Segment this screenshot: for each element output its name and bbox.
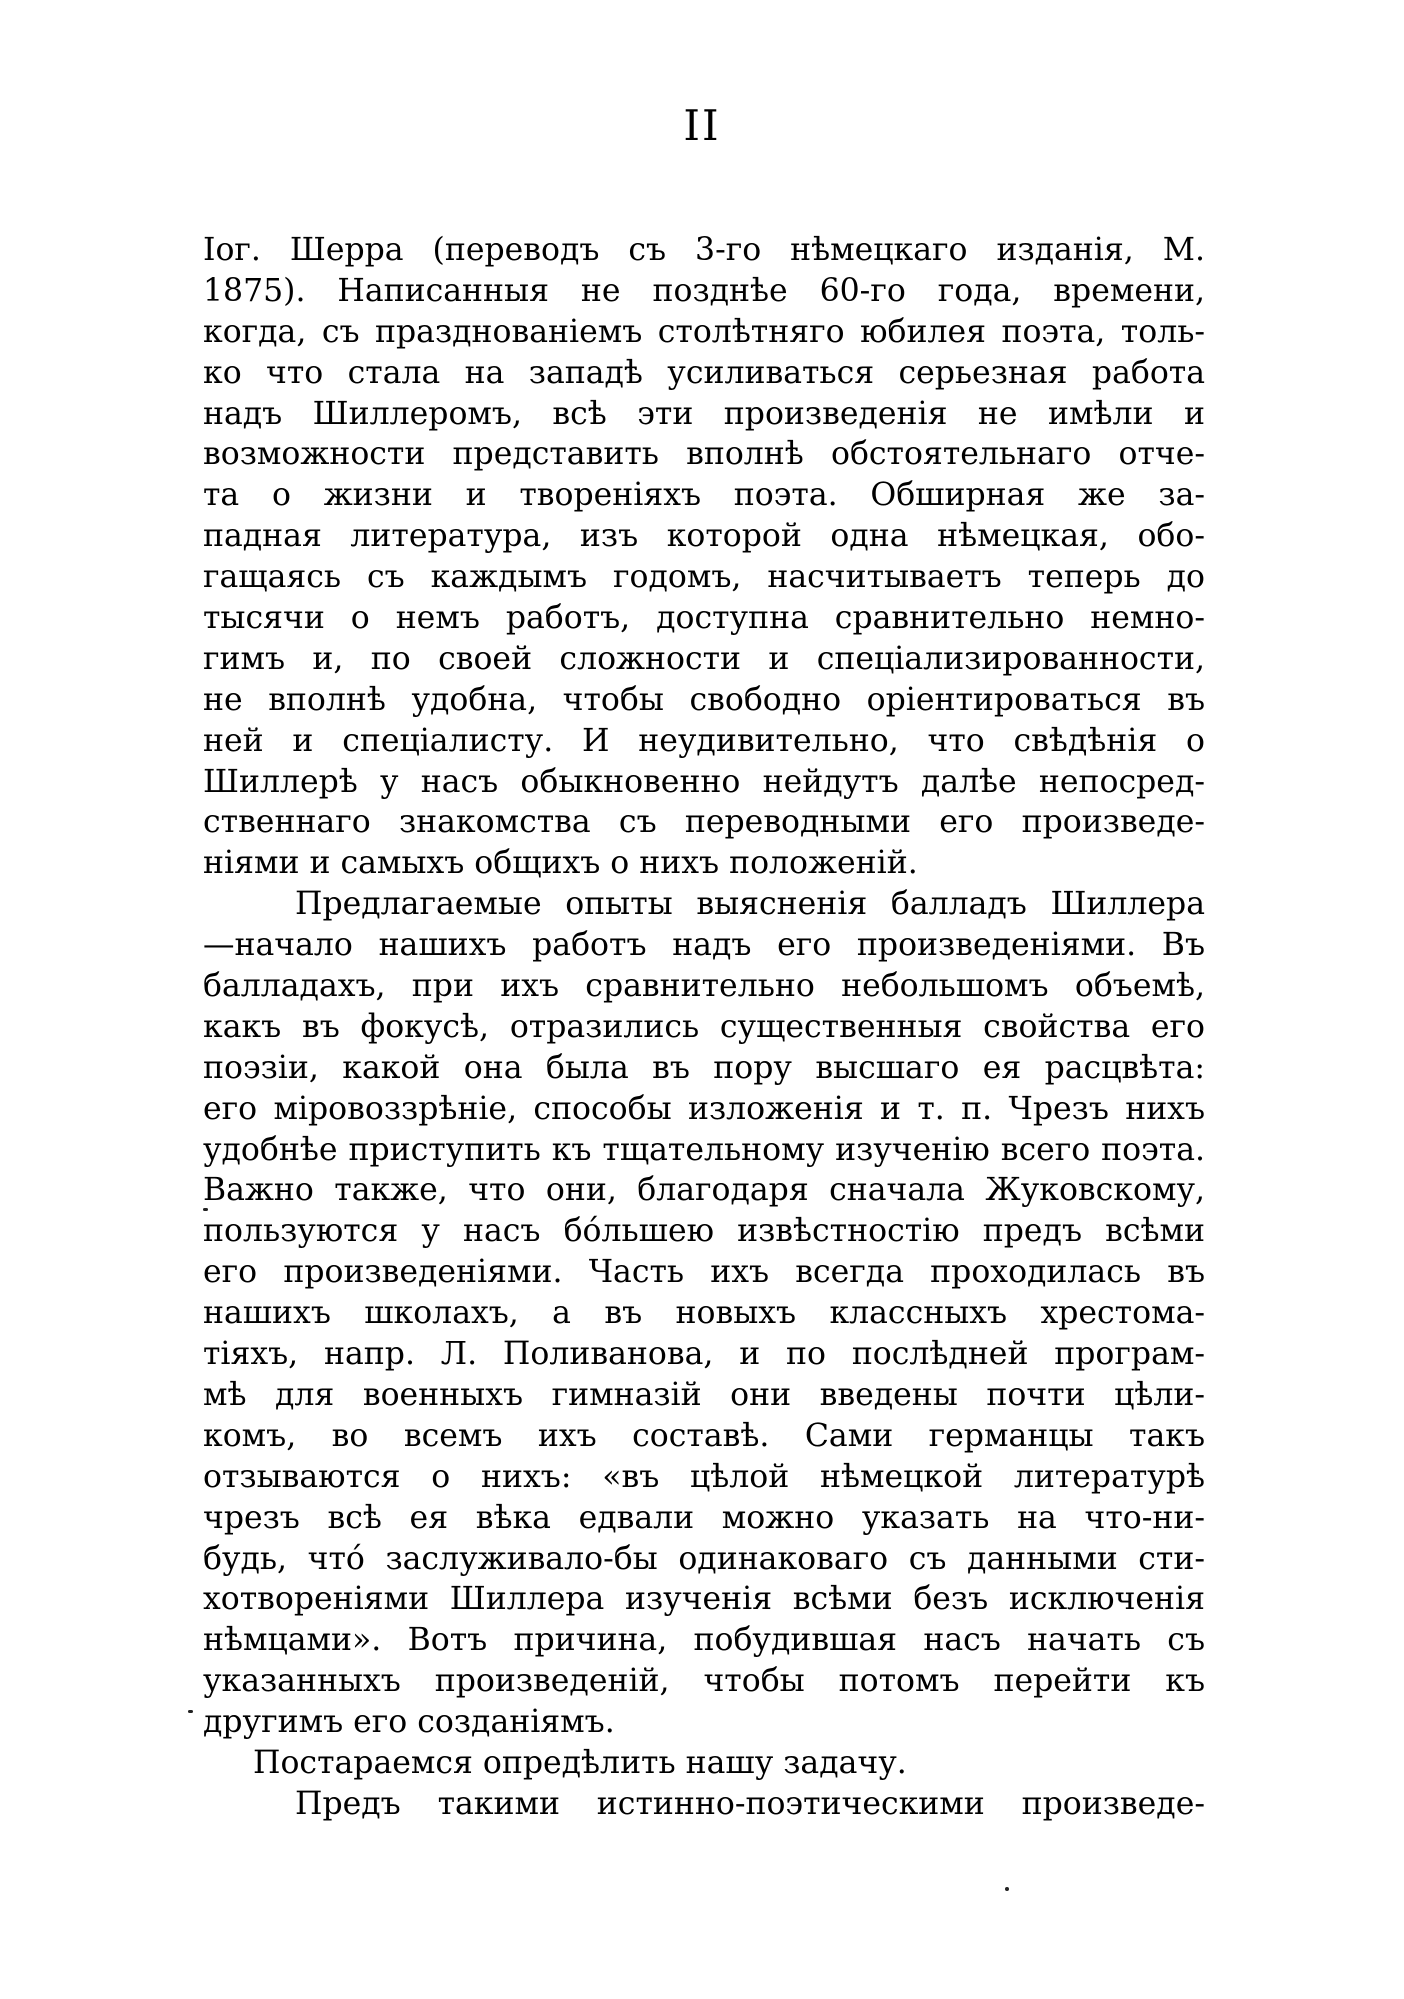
- text-line: его произведеніями. Часть ихъ всегда проходилась въ: [203, 1254, 1205, 1291]
- text-line: его міровоззрѣніе, способы изложенія и т. п. Чрезъ нихъ: [203, 1090, 1205, 1127]
- text-line: балладахъ, при ихъ сравнительно небольшомъ объемѣ,: [203, 968, 1205, 1005]
- paragraph-start-line: Предлагаемые опыты выясненія балладъ Шиллера: [295, 886, 1205, 923]
- text-line: Шиллерѣ у насъ обыкновенно нейдутъ далѣе непосред-: [203, 763, 1205, 800]
- text-line: та о жизни и твореніяхъ поэта. Обширная же за-: [203, 477, 1205, 514]
- paragraph-end-line: ніями и самыхъ общихъ о нихъ положеній.: [203, 845, 918, 882]
- text-line: не вполнѣ удобна, чтобы свободно оріентироваться въ: [203, 681, 1205, 718]
- text-line: гащаясь съ каждымъ годомъ, насчитываетъ теперь до: [203, 559, 1205, 596]
- text-line: Важно также, что они, благодаря сначала Жуковскому,: [203, 1172, 1205, 1209]
- print-speck: [188, 1710, 193, 1713]
- text-line: отзываются о нихъ: «въ цѣлой нѣмецкой литературѣ: [203, 1458, 1205, 1495]
- text-line: падная литература, изъ которой одна нѣмецкая, обо-: [203, 518, 1205, 555]
- text-line: ней и спеціалисту. И неудивительно, что свѣдѣнія о: [203, 722, 1205, 759]
- paragraph-end-line: другимъ его созданіямъ.: [203, 1704, 615, 1741]
- text-line: будь, что́ заслуживало-бы одинаковаго съ данными сти-: [203, 1540, 1205, 1577]
- text-line: мѣ для военныхъ гимназій они введены почти цѣли-: [203, 1376, 1205, 1413]
- paragraph-single-line: Постараемся опредѣлить нашу задачу.: [253, 1744, 907, 1781]
- text-line: —начало нашихъ работъ надъ его произведеніями. Въ: [203, 927, 1205, 964]
- text-line: ко что стала на западѣ усиливаться серьезная работа: [203, 354, 1205, 391]
- print-speck: [1005, 1887, 1009, 1891]
- print-speck: [203, 1208, 208, 1211]
- text-line: когда, съ празднованіемъ столѣтняго юбилея поэта, толь-: [203, 313, 1205, 350]
- text-line: тіяхъ, напр. Л. Поливанова, и по послѣдней програм-: [203, 1336, 1205, 1373]
- body-text: [203, 230, 1205, 1825]
- text-line: Іог. Шерра (переводъ съ 3-го нѣмецкаго изданія, М.: [203, 232, 1205, 268]
- text-line: указанныхъ произведеній, чтобы потомъ перейти къ: [203, 1663, 1205, 1700]
- text-line: надъ Шиллеромъ, всѣ эти произведенія не имѣли и: [203, 395, 1205, 432]
- text-line: какъ въ фокусѣ, отразились существенныя свойства его: [203, 1008, 1205, 1045]
- text-line: чрезъ всѣ ея вѣка едвали можно указать на что-ни-: [203, 1499, 1205, 1536]
- text-line: удобнѣе приступить къ тщательному изученію всего поэта.: [203, 1131, 1205, 1168]
- text-line: нѣмцами». Вотъ причина, побудившая насъ начать съ: [203, 1622, 1205, 1659]
- text-line: тысячи о немъ работъ, доступна сравнительно немно-: [203, 600, 1205, 637]
- text-line: поэзіи, какой она была въ пору высшаго ея расцвѣта:: [203, 1049, 1205, 1086]
- text-line: хотвореніями Шиллера изученія всѣми безъ исключенія: [203, 1581, 1205, 1618]
- text-line: ственнаго знакомства съ переводными его произведе-: [203, 804, 1205, 841]
- text-line: нашихъ школахъ, а въ новыхъ классныхъ хрестома-: [203, 1295, 1205, 1332]
- paragraph-start-line: Предъ такими истинно-поэтическими произведе-: [295, 1785, 1205, 1822]
- text-line: возможности представить вполнѣ обстоятельнаго отче-: [203, 436, 1205, 473]
- text-line: комъ, во всемъ ихъ составѣ. Сами германцы такъ: [203, 1417, 1205, 1454]
- text-line: пользуются у насъ бо́льшею извѣстностію предъ всѣми: [203, 1213, 1205, 1250]
- text-line: гимъ и, по своей сложности и спеціализированности,: [203, 640, 1205, 677]
- page-number: II: [683, 101, 721, 150]
- text-line: 1875). Написанныя не позднѣе 60-го года, времени,: [203, 272, 1205, 309]
